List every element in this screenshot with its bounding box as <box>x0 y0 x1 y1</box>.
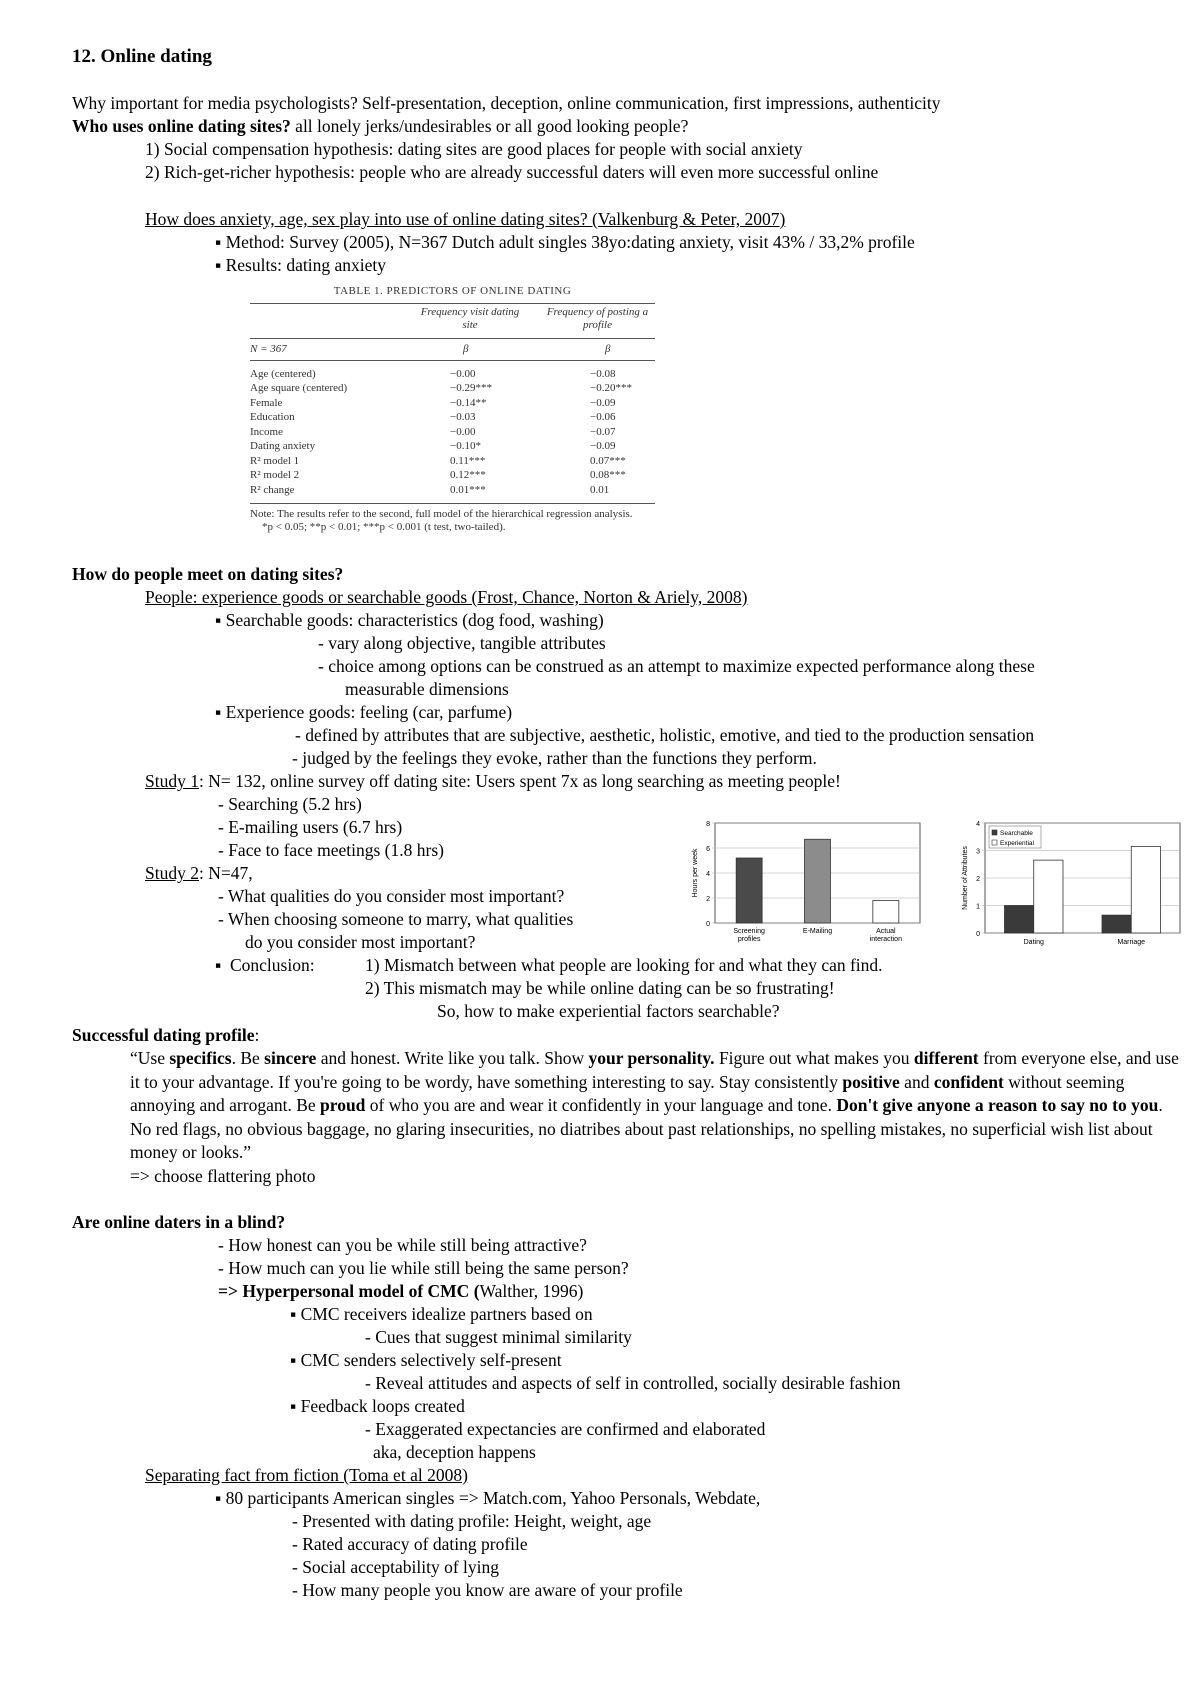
legend-label: Searchable <box>1000 830 1033 837</box>
table-cell-profile: −0.20*** <box>590 382 632 395</box>
goods-heading: People: experience goods or searchable goods (Frost, Chance, Norton & Ariely, 2008) <box>145 587 748 607</box>
table-cell-profile: −0.08 <box>590 367 616 380</box>
x-tick-label: E-Mailing <box>802 928 833 935</box>
bar <box>805 839 831 923</box>
study2-question-1: - What qualities do you consider most important? <box>218 886 565 906</box>
table-row-label: Age square (centered) <box>250 382 348 395</box>
table-cell-visit: 0.11*** <box>450 454 486 467</box>
study1-label: Study 1 <box>145 771 199 791</box>
page-title: 12. Online dating <box>72 46 212 67</box>
x-tick-label: Screening <box>733 928 765 935</box>
experience-bullet: ▪ Experience goods: feeling (car, parfume) <box>215 702 513 722</box>
hyper-point-2: ▪ CMC senders selectively self-present <box>290 1350 562 1370</box>
method-bullet: ▪ Method: Survey (2005), N=367 Dutch adult singles 38yo:dating anxiety, visit 43% / 33,2% profile <box>215 232 915 252</box>
results-text: Results: dating anxiety <box>225 255 386 275</box>
blind-heading: Are online daters in a blind? <box>72 1212 286 1232</box>
hyper-point-2a: - Reveal attitudes and aspects of self in controlled, socially desirable fashion <box>365 1373 901 1393</box>
table-note: Note: The results refer to the second, full model of the hierarchical regression analysis. <box>250 508 633 521</box>
study2-text: : N=47, <box>198 863 253 883</box>
searchable-bullet: ▪ Searchable goods: characteristics (dog food, washing) <box>215 610 604 630</box>
study1-emailing: - E-mailing users (6.7 hrs) <box>218 817 403 837</box>
study2-line <box>145 862 253 885</box>
table-cell-visit: −0.29*** <box>450 382 492 395</box>
experience-point-1: - defined by attributes that are subjective, aesthetic, holistic, emotive, and tied to the production sensation <box>295 725 1035 745</box>
legend-swatch <box>992 840 997 845</box>
conclusion-2: 2) This mismatch may be while online dating can be so frustrating! <box>365 978 835 998</box>
conclusion-label: Conclusion: <box>229 955 315 975</box>
legend-swatch <box>992 830 997 835</box>
table-row <box>250 396 655 411</box>
hours-bar-chart <box>670 815 930 955</box>
bar <box>1034 860 1063 933</box>
y-tick-label: 6 <box>706 846 710 853</box>
bar <box>1005 906 1034 934</box>
study2-label: Study 2 <box>145 863 199 883</box>
y-tick-label: 1 <box>976 903 980 911</box>
x-tick-label: profiles <box>737 936 761 943</box>
table-cell-visit: 0.12*** <box>450 469 486 482</box>
x-tick-label: Marriage <box>1117 939 1146 946</box>
study2-question-2: - When choosing someone to marry, what qualities <box>218 909 574 929</box>
searchable-point-1: - vary along objective, tangible attributes <box>318 633 606 653</box>
blind-question-1: - How honest can you be while still being attractive? <box>218 1235 587 1255</box>
table-row-label: R² model 2 <box>250 469 300 482</box>
fiction-bullet: ▪ 80 participants American singles => Match.com, Yahoo Personals, Webdate, <box>215 1488 761 1508</box>
profile-colon: : <box>254 1025 260 1045</box>
table-cell-profile: −0.09 <box>590 396 616 409</box>
table-row-label: R² change <box>250 483 295 496</box>
table-cell-profile: −0.07 <box>590 425 616 438</box>
why-important-line: Why important for media psychologists? Self-presentation, deception, online communication, first impressions, authenticity <box>72 93 941 113</box>
study1-meetings: - Face to face meetings (1.8 hrs) <box>218 840 444 860</box>
table-beta-2: β <box>605 342 611 355</box>
flattering-photo: => choose flattering photo <box>130 1166 316 1186</box>
bar <box>1131 846 1160 933</box>
x-tick-label: Dating <box>1023 939 1044 946</box>
table-row <box>250 439 655 454</box>
y-tick-label: 4 <box>706 871 710 878</box>
anxiety-heading: How does anxiety, age, sex play into use of online dating sites? (Valkenburg & Peter, 2007) <box>145 209 786 229</box>
table-cell-profile: −0.06 <box>590 411 616 424</box>
x-tick-label: Actual <box>876 928 896 935</box>
x-tick-label: interaction <box>869 936 902 943</box>
table-significance-note: *p < 0.05; **p < 0.01; ***p < 0.001 (t test, two-tailed). <box>262 521 506 534</box>
table-cell-visit: −0.14** <box>450 396 487 409</box>
table-row-label: Dating anxiety <box>250 440 316 453</box>
meet-heading: How do people meet on dating sites? <box>72 564 344 584</box>
fiction-point-4: - How many people you know are aware of your profile <box>292 1580 683 1600</box>
table-cell-visit: −0.03 <box>450 411 476 424</box>
fiction-point-1: - Presented with dating profile: Height, weight, age <box>292 1511 652 1531</box>
table-col2-header: Frequency of posting a profile <box>546 305 649 331</box>
hyper-point-3a: - Exaggerated expectancies are confirmed and elaborated <box>365 1419 766 1439</box>
table-row <box>250 410 655 425</box>
bar <box>873 901 899 924</box>
fiction-heading: Separating fact from fiction (Toma et al 2008) <box>145 1465 468 1485</box>
searchable-point-2: - choice among options can be construed as an attempt to maximize expected performance along these <box>318 656 1035 676</box>
study2-question-2b: do you consider most important? <box>245 932 476 952</box>
searchable-point-2b: measurable dimensions <box>345 679 509 699</box>
hyperpersonal-title: Hyperpersonal model of CMC ( <box>242 1281 480 1301</box>
who-uses-question: Who uses online dating sites? <box>72 116 291 136</box>
conclusion-bullet: ▪ Conclusion: <box>215 955 315 975</box>
legend-label: Experiential <box>1000 840 1034 847</box>
study1-searching: - Searching (5.2 hrs) <box>218 794 362 814</box>
y-tick-label: 0 <box>976 931 980 938</box>
table-cell-visit: −0.00 <box>450 425 476 438</box>
profile-quote: “Use specifics. Be sincere and honest. Write like you talk. Show your personality. Figure out what makes you different from everyone else, and use it to your advantage. If you're going to be wordy, have something interesting to say. Stay consistently positive and confident without seeming annoying and arrogant. Be proud of who you are and wear it confidently in your language and tone. Don't give anyone a reason to say no to you. No red flags, no obvious baggage, no glaring insecurities, no diatribes about past relationships, no spelling mistakes, no superficial wish list about money or looks.” <box>130 1048 1179 1162</box>
table-beta-1: β <box>463 342 469 355</box>
y-tick-label: 8 <box>706 821 710 828</box>
table-row <box>250 381 655 396</box>
searchable-text: Searchable goods: characteristics (dog food, washing) <box>225 610 604 630</box>
table-row-label: Income <box>250 425 283 438</box>
table-row <box>250 483 655 498</box>
table-row <box>250 367 655 382</box>
table-cell-visit: 0.01*** <box>450 483 486 496</box>
hyperpersonal-line: => Hyperpersonal model of CMC (Walther, 1996) <box>218 1281 584 1301</box>
table-caption: TABLE 1. PREDICTORS OF ONLINE DATING <box>333 285 572 297</box>
table-body <box>250 367 655 498</box>
table-row <box>250 425 655 440</box>
attributes-bar-chart <box>955 815 1185 955</box>
table-n: N = 367 <box>250 342 287 355</box>
bar <box>1102 915 1131 933</box>
bar <box>736 858 762 923</box>
y-tick-label: 0 <box>706 921 710 928</box>
hyper-point-3b: aka, deception happens <box>373 1442 536 1462</box>
y-axis-label: Number of Attributes <box>962 846 969 910</box>
hyper-point-1a: - Cues that suggest minimal similarity <box>365 1327 632 1347</box>
table-cell-profile: 0.07*** <box>590 454 626 467</box>
profile-heading-line <box>72 1024 259 1047</box>
study1-line <box>145 770 841 793</box>
table-cell-profile: −0.09 <box>590 440 616 453</box>
study1-text: : N= 132, online survey off dating site: Users spent 7x as long searching as meeting people! <box>198 771 841 791</box>
table-col1-header: Frequency visit dating site <box>420 305 520 331</box>
y-tick-label: 4 <box>976 821 980 828</box>
fiction-point-2: - Rated accuracy of dating profile <box>292 1534 528 1554</box>
legend <box>989 826 1041 848</box>
y-tick-label: 3 <box>976 848 980 856</box>
table-row-label: Age (centered) <box>250 367 316 380</box>
table-cell-visit: −0.10* <box>450 440 481 453</box>
table-row-label: Female <box>250 396 283 409</box>
hyperpersonal-citation: Walther, 1996) <box>479 1281 584 1301</box>
method-text: Method: Survey (2005), N=367 Dutch adult singles 38yo:dating anxiety, visit 43% / 33,2% profile <box>225 232 915 252</box>
hypothesis-1: 1) Social compensation hypothesis: dating sites are good places for people with social anxiety <box>145 139 803 159</box>
table-row-label: Education <box>250 411 295 424</box>
profile-heading: Successful dating profile <box>72 1025 255 1045</box>
table-cell-profile: 0.08*** <box>590 469 626 482</box>
table-cell-visit: −0.00 <box>450 367 476 380</box>
who-uses-rest: all lonely jerks/undesirables or all good looking people? <box>290 116 689 136</box>
conclusion-3: So, how to make experiential factors searchable? <box>437 1001 780 1021</box>
y-tick-label: 2 <box>976 876 980 883</box>
hyper-point-1: ▪ CMC receivers idealize partners based on <box>290 1304 593 1324</box>
blind-question-2: - How much can you lie while still being the same person? <box>218 1258 629 1278</box>
table-row <box>250 454 655 469</box>
fiction-point-3: - Social acceptability of lying <box>292 1557 500 1577</box>
who-uses-line <box>72 115 688 138</box>
experience-point-2: - judged by the feelings they evoke, rather than the functions they perform. <box>292 748 817 768</box>
experience-text: Experience goods: feeling (car, parfume) <box>225 702 513 722</box>
hyper-point-3: ▪ Feedback loops created <box>290 1396 465 1416</box>
table-row-label: R² model 1 <box>250 454 300 467</box>
results-bullet: ▪ Results: dating anxiety <box>215 255 386 275</box>
y-tick-label: 2 <box>706 896 710 903</box>
y-axis-label: Hours per week <box>692 848 699 898</box>
predictors-table <box>250 284 655 534</box>
table-row <box>250 468 655 483</box>
hypothesis-2: 2) Rich-get-richer hypothesis: people who are already successful daters will even more successful online <box>145 162 879 182</box>
conclusion-1: 1) Mismatch between what people are looking for and what they can find. <box>365 955 883 975</box>
table-cell-profile: 0.01 <box>590 483 610 496</box>
